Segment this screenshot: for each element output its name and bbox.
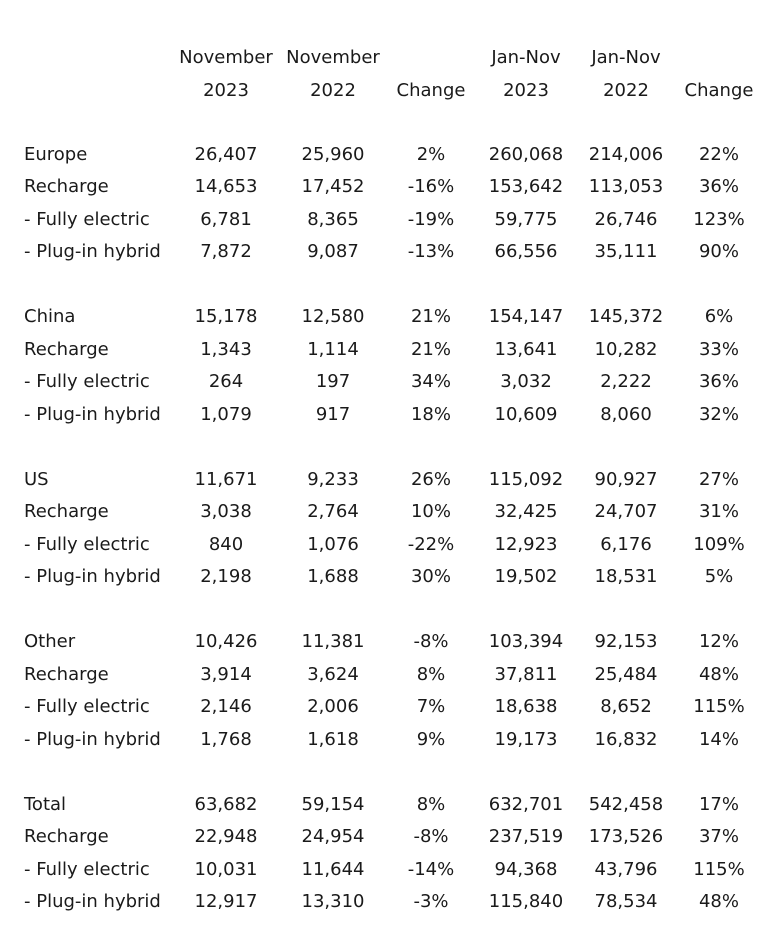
- table-row: [18, 398, 764, 431]
- table-cell: 1,688: [307, 566, 359, 588]
- header-cell: 2023: [503, 79, 549, 101]
- header-cell: [674, 40, 764, 74]
- table-cell: 542,458: [588, 793, 664, 815]
- table-row: [18, 658, 764, 691]
- table-cell: -14%: [407, 858, 455, 880]
- table-cell: 1,343: [200, 338, 252, 360]
- table-cell: 12%: [698, 631, 739, 653]
- table-row: [18, 203, 764, 236]
- row-label: Recharge: [24, 663, 109, 685]
- table-body: [18, 106, 764, 918]
- table-row: [18, 236, 764, 269]
- table-cell: 115,840: [488, 891, 564, 913]
- table-cell: 19,173: [494, 728, 558, 750]
- table-cell: 3,914: [200, 663, 252, 685]
- table-cell: 7,872: [200, 241, 252, 263]
- row-label: China: [24, 306, 76, 328]
- table-row: [18, 821, 764, 854]
- table-cell: 9%: [416, 728, 446, 750]
- table-cell: 22,948: [194, 826, 258, 848]
- table-row: [18, 561, 764, 594]
- header-cell: November: [179, 46, 273, 68]
- table-row: [18, 626, 764, 659]
- table-cell: 32,425: [494, 501, 558, 523]
- table-cell: 92,153: [594, 631, 658, 653]
- header-cell: [18, 74, 174, 106]
- table-cell: -3%: [413, 891, 449, 913]
- table-cell: 153,642: [488, 176, 564, 198]
- table-cell: 2,222: [600, 371, 652, 393]
- row-label: - Fully electric: [24, 371, 150, 393]
- row-label: Recharge: [24, 501, 109, 523]
- table-cell: 1,768: [200, 728, 252, 750]
- table-cell: 6,781: [200, 208, 252, 230]
- table-row: [18, 528, 764, 561]
- spacer-cell: [18, 268, 764, 301]
- table-cell: 632,701: [488, 793, 564, 815]
- table-cell: 113,053: [588, 176, 664, 198]
- table-cell: -19%: [407, 208, 455, 230]
- table-cell: 48%: [698, 663, 739, 685]
- table-cell: 10,031: [194, 858, 258, 880]
- table-row: [18, 723, 764, 756]
- header-cell: 2022: [310, 79, 356, 101]
- table-cell: -13%: [407, 241, 455, 263]
- table-cell: 26,407: [194, 143, 258, 165]
- table-cell: 22%: [698, 143, 739, 165]
- table-cell: 123%: [693, 208, 745, 230]
- table-cell: 32%: [698, 403, 739, 425]
- table-cell: 8,060: [600, 403, 652, 425]
- table-cell: 115%: [693, 858, 745, 880]
- table-cell: 264: [208, 371, 244, 393]
- table-cell: 115,092: [488, 468, 564, 490]
- table-cell: 2%: [416, 143, 446, 165]
- row-label: Other: [24, 631, 76, 653]
- table-cell: 12,917: [194, 891, 258, 913]
- header-cell: 2022: [603, 79, 649, 101]
- table-row: [18, 853, 764, 886]
- table-cell: 2,146: [200, 696, 252, 718]
- table-cell: 3,624: [307, 663, 359, 685]
- table-cell: 21%: [410, 306, 451, 328]
- table-cell: 9,087: [307, 241, 359, 263]
- row-label: - Plug-in hybrid: [24, 403, 161, 425]
- table-cell: 26,746: [594, 208, 658, 230]
- table-cell: 10,426: [194, 631, 258, 653]
- table-cell: 115%: [693, 696, 745, 718]
- header-cell: November: [286, 46, 380, 68]
- table-cell: -22%: [407, 533, 455, 555]
- section-spacer: [18, 268, 764, 301]
- table-cell: 12,923: [494, 533, 558, 555]
- table-cell: 24,954: [301, 826, 365, 848]
- table-cell: 14,653: [194, 176, 258, 198]
- table-cell: 1,114: [307, 338, 359, 360]
- table-cell: 109%: [693, 533, 745, 555]
- table-cell: 2,764: [307, 501, 359, 523]
- table-row: [18, 171, 764, 204]
- table-row: [18, 691, 764, 724]
- table-cell: 59,775: [494, 208, 558, 230]
- table-cell: 18,531: [594, 566, 658, 588]
- spacer-cell: [18, 106, 764, 138]
- table-row: [18, 138, 764, 171]
- table-cell: 17,452: [301, 176, 365, 198]
- table-cell: 78,534: [594, 891, 658, 913]
- section-spacer: [18, 431, 764, 464]
- table-cell: 7%: [416, 696, 446, 718]
- spacer-cell: [18, 593, 764, 626]
- table-header: [18, 40, 764, 106]
- row-label: US: [24, 468, 49, 490]
- table-cell: 12,580: [301, 306, 365, 328]
- table-row: [18, 333, 764, 366]
- table-cell: 94,368: [494, 858, 558, 880]
- table-cell: 173,526: [588, 826, 664, 848]
- row-label: - Plug-in hybrid: [24, 891, 161, 913]
- row-label: - Fully electric: [24, 208, 150, 230]
- table-cell: -16%: [407, 176, 455, 198]
- header-row-2: [18, 74, 764, 106]
- table-cell: 33%: [698, 338, 739, 360]
- row-label: - Plug-in hybrid: [24, 566, 161, 588]
- table-cell: 34%: [410, 371, 451, 393]
- spacer-cell: [18, 756, 764, 789]
- table-cell: 103,394: [488, 631, 564, 653]
- table-cell: 30%: [410, 566, 451, 588]
- section-spacer: [18, 106, 764, 138]
- row-label: Europe: [24, 143, 88, 165]
- table-cell: 59,154: [301, 793, 365, 815]
- table-cell: 10,609: [494, 403, 558, 425]
- header-cell: [388, 40, 474, 74]
- row-label: Recharge: [24, 176, 109, 198]
- table-cell: 2,198: [200, 566, 252, 588]
- section-spacer: [18, 756, 764, 789]
- row-label: - Fully electric: [24, 858, 150, 880]
- table-cell: 8%: [416, 793, 446, 815]
- table-cell: 48%: [698, 891, 739, 913]
- table-cell: 24,707: [594, 501, 658, 523]
- table-cell: 1,079: [200, 403, 252, 425]
- table-cell: -8%: [413, 826, 449, 848]
- table-cell: 18%: [410, 403, 451, 425]
- table-row: [18, 463, 764, 496]
- table-cell: 13,641: [494, 338, 558, 360]
- table-cell: 237,519: [488, 826, 564, 848]
- table-cell: 8%: [416, 663, 446, 685]
- section-spacer: [18, 593, 764, 626]
- table-cell: 3,032: [500, 371, 552, 393]
- spacer-cell: [18, 431, 764, 464]
- table-cell: 145,372: [588, 306, 664, 328]
- header-cell: Jan-Nov: [591, 46, 661, 68]
- table-cell: 25,960: [301, 143, 365, 165]
- row-label: - Fully electric: [24, 533, 150, 555]
- table-cell: 36%: [698, 371, 739, 393]
- table-cell: 37,811: [494, 663, 558, 685]
- table-cell: 10%: [410, 501, 451, 523]
- table-cell: 66,556: [494, 241, 558, 263]
- table-cell: 37%: [698, 826, 739, 848]
- table-cell: 35,111: [594, 241, 658, 263]
- table-cell: 9,233: [307, 468, 359, 490]
- table-cell: 1,076: [307, 533, 359, 555]
- table-cell: 8,365: [307, 208, 359, 230]
- header-cell: [18, 40, 174, 74]
- table-cell: 16,832: [594, 728, 658, 750]
- table-cell: 1,618: [307, 728, 359, 750]
- row-label: - Plug-in hybrid: [24, 728, 161, 750]
- table-cell: 25,484: [594, 663, 658, 685]
- table-cell: 18,638: [494, 696, 558, 718]
- table-cell: 26%: [410, 468, 451, 490]
- table-cell: 197: [315, 371, 351, 393]
- table-cell: 10,282: [594, 338, 658, 360]
- table-cell: 214,006: [588, 143, 664, 165]
- table-cell: 21%: [410, 338, 451, 360]
- table-cell: 6,176: [600, 533, 652, 555]
- table-cell: 27%: [698, 468, 739, 490]
- table-row: [18, 886, 764, 919]
- header-cell: Change: [684, 79, 754, 101]
- table-cell: 917: [315, 403, 351, 425]
- table-cell: 5%: [704, 566, 734, 588]
- table-cell: 63,682: [194, 793, 258, 815]
- table-row: [18, 301, 764, 334]
- table-row: [18, 788, 764, 821]
- table-cell: 260,068: [488, 143, 564, 165]
- table-row: [18, 366, 764, 399]
- table-cell: 11,381: [301, 631, 365, 653]
- table-cell: 840: [208, 533, 244, 555]
- row-label: - Fully electric: [24, 696, 150, 718]
- row-label: Recharge: [24, 826, 109, 848]
- row-label: Recharge: [24, 338, 109, 360]
- table-cell: 11,644: [301, 858, 365, 880]
- header-row-1: [18, 40, 764, 74]
- table-cell: 90,927: [594, 468, 658, 490]
- table-cell: 11,671: [194, 468, 258, 490]
- table-cell: 15,178: [194, 306, 258, 328]
- table-cell: 14%: [698, 728, 739, 750]
- row-label: - Plug-in hybrid: [24, 241, 161, 263]
- table-cell: 3,038: [200, 501, 252, 523]
- header-cell: Change: [396, 79, 466, 101]
- table-cell: 90%: [698, 241, 739, 263]
- header-cell: Jan-Nov: [491, 46, 561, 68]
- table-cell: 154,147: [488, 306, 564, 328]
- row-label: Total: [24, 793, 67, 815]
- header-cell: 2023: [203, 79, 249, 101]
- table-cell: 2,006: [307, 696, 359, 718]
- table-cell: -8%: [413, 631, 449, 653]
- table-row: [18, 496, 764, 529]
- table-cell: 17%: [698, 793, 739, 815]
- sales-table: [18, 40, 764, 918]
- table-cell: 6%: [704, 306, 734, 328]
- table-cell: 8,652: [600, 696, 652, 718]
- table-cell: 13,310: [301, 891, 365, 913]
- table-cell: 43,796: [594, 858, 658, 880]
- table-cell: 36%: [698, 176, 739, 198]
- table-cell: 19,502: [494, 566, 558, 588]
- table-cell: 31%: [698, 501, 739, 523]
